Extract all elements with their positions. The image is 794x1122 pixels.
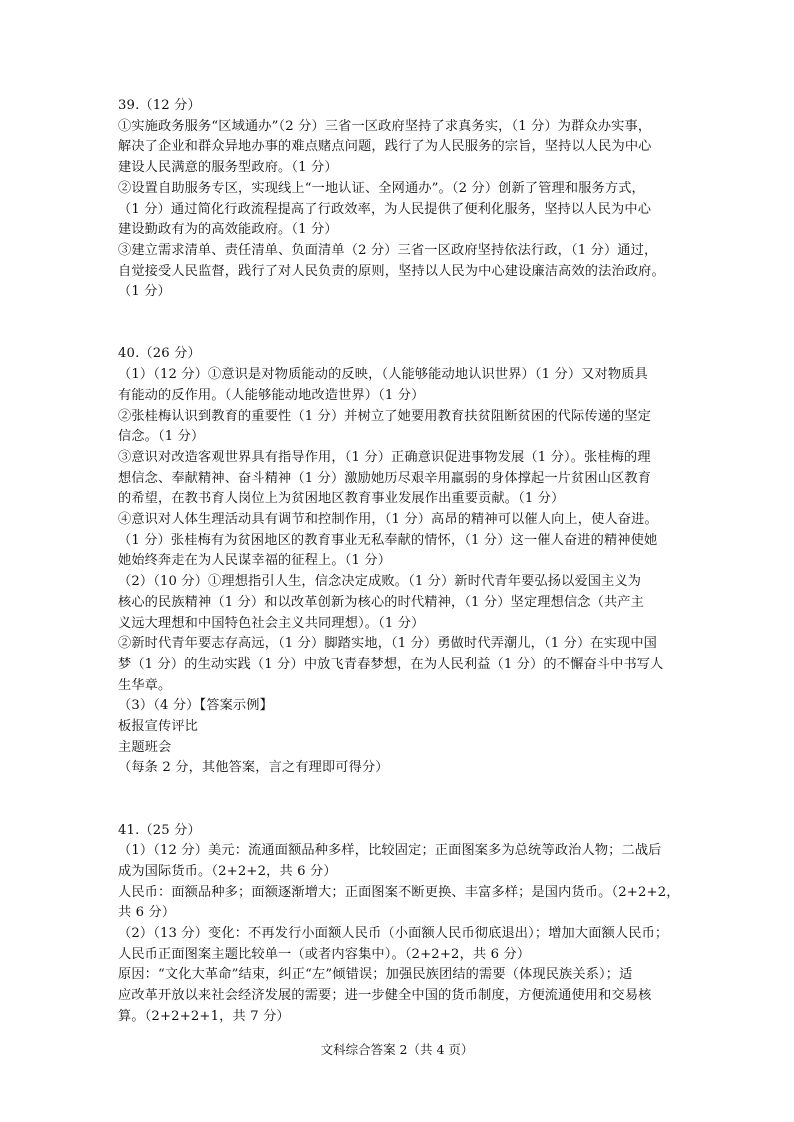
answer-line: 核心的民族精神（1 分）和以改革创新为核心的时代精神，（1 分）坚定理想信念（共产主	[118, 594, 644, 610]
answer-line: 人民币：面额品种多；面额逐渐增大；正面图案不断更换、丰富多样；是国内货币。（2+2+2，	[118, 884, 680, 900]
section-gap	[118, 779, 680, 800]
answer-content	[118, 96, 680, 1028]
answer-line: 人民币正面图案主题比较单一（或者内容集中）。（2+2+2，共 6 分）	[118, 946, 531, 962]
answer-line: 建设勤政有为的高效能政府。（1 分）	[118, 222, 338, 238]
page-footer: 文科综合答案 2（共 4 页）	[320, 1042, 474, 1057]
answer-line: 义远大理想和中国特色社会主义共同理想）。（1 分）	[118, 615, 425, 631]
answer-line: ③建立需求清单、责任清单、负面清单（2 分）三省一区政府坚持依法行政，（1 分）通过，	[118, 242, 658, 258]
section-gap	[118, 800, 680, 821]
answer-line: 生华章。	[118, 677, 172, 693]
answer-line: （1）（12 分）①意识是对物质能动的反映，（人能够能动地认识世界）（1 分）又对物质具	[118, 367, 648, 383]
answer-line: 原因：“文化大革命”结束，纠正“左”倾错误；加强民族团结的需要（体现民族关系）；适	[118, 967, 633, 983]
answer-line: ③意识对改造客观世界具有指导作用，（1 分）正确意识促进事物发展（1 分）。张桂梅的理	[118, 449, 651, 465]
question-heading: 41.（25 分）	[118, 822, 201, 838]
answer-line: （每条 2 分，其他答案，言之有理即可得分）	[118, 760, 389, 776]
question-heading: 39.（12 分）	[118, 98, 201, 113]
answer-line: 共 6 分）	[118, 905, 176, 921]
answer-line: 想信念、奉献精神、奋斗精神（1 分）激励她历尽艰辛用羸弱的身体撑起一片贫困山区教育	[118, 470, 652, 486]
question-39-block	[118, 96, 680, 303]
answer-line: （1 分）通过简化行政流程提高了行政效率，为人民提供了便利化服务，坚持以人民为中心	[118, 201, 652, 217]
answer-line: 信念。（1 分）	[118, 429, 205, 445]
answer-line: ④意识对人体生理活动具有调节和控制作用，（1 分）高昂的精神可以催人向上，使人奋进。	[118, 512, 658, 528]
answer-line: 她始终奔走在为人民谋幸福的征程上。（1 分）	[118, 553, 392, 569]
answer-line: （2）（10 分）①理想指引人生，信念决定成败。（1 分）新时代青年要弘扬以爱国主义为	[118, 574, 642, 590]
question-heading: 40.（26 分）	[118, 346, 201, 362]
answer-line: ②设置自助服务专区，实现线上“一地认证、全网通办”。（2 分）创新了管理和服务方式，	[118, 180, 645, 196]
answer-line: ②新时代青年要志存高远，（1 分）脚踏实地，（1 分）勇做时代弄潮儿，（1 分）在实现中国	[118, 636, 658, 652]
answer-line: 梦（1 分）的生动实践（1 分）中放飞青春梦想，在为人民利益（1 分）的不懈奋斗中书写人	[118, 656, 664, 672]
answer-line: （1 分）	[118, 284, 171, 300]
answer-line: 解决了企业和群众异地办事的难点赌点问题，践行了为人民服务的宗旨，坚持以人民为中心	[118, 139, 652, 155]
answer-line: 主题班会	[118, 739, 172, 755]
answer-line: 应改革开放以来社会经济发展的需要；进一步健全中国的货币制度，方便流通使用和交易核	[118, 988, 652, 1004]
answer-line: 的希望，在教书育人岗位上为贫困地区教育事业发展作出重要贡献。（1 分）	[118, 491, 565, 507]
answer-line: 建设人民满意的服务型政府。（1 分）	[118, 160, 338, 176]
question-41-block	[118, 821, 680, 1028]
answer-line: ①实施政务服务“区域通办”（2 分）三省一区政府坚持了求真务实，（1 分）为群众办实事，	[118, 118, 652, 134]
answer-line: 有能动的反作用。（人能够能动地改造世界）（1 分）	[118, 387, 425, 403]
answer-line: 算。（2+2+2+1，共 7 分）	[118, 1008, 290, 1024]
answer-line: （1）（12 分）美元：流通面额品种多样，比较固定；正面图案多为总统等政治人物；二战后	[118, 843, 662, 859]
answer-line: 板报宣传评比	[118, 719, 199, 735]
section-gap	[118, 324, 680, 345]
answer-line: 成为国际货币。（2+2+2，共 6 分）	[118, 863, 337, 879]
section-gap	[118, 303, 680, 324]
answer-line: （1 分）张桂梅有为贫困地区的教育事业无私奉献的情怀，（1 分）这一催人奋进的精神使她	[118, 532, 658, 548]
answer-line: （2）（13 分）变化：不再发行小面额人民币（小面额人民币彻底退出）；增加大面额人民币；	[118, 926, 669, 942]
answer-line: ②张桂梅认识到教育的重要性（1 分）并树立了她要用教育扶贫阻断贫困的代际传递的坚定	[118, 408, 652, 424]
answer-line: （3）（4 分）【答案示例】	[118, 698, 273, 714]
answer-line: 自觉接受人民监督，践行了对人民负责的原则，坚持以人民为中心建设廉洁高效的法治政府。	[118, 263, 665, 279]
question-40-block	[118, 344, 680, 779]
